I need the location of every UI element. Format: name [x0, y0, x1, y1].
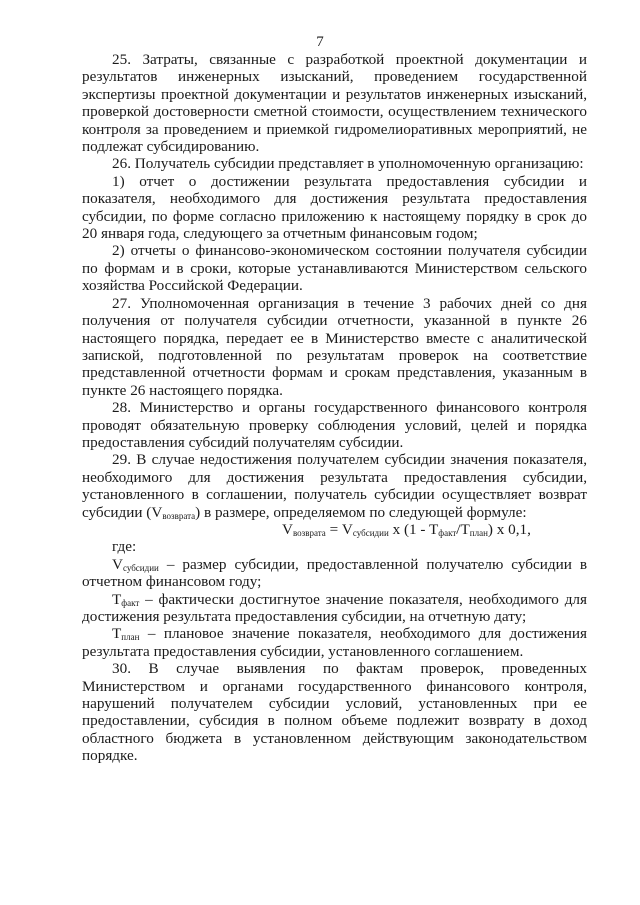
formula-fact-subscript: факт	[438, 527, 457, 538]
paragraph-26-item-1: 1) отчет о достижении результата предоставления субсидии и показателя, необходимого для достижения результата предоставления субсидии, по форме согласно приложению к настоящему порядку в срок до 20 января года, следующего за отчетным финансовым годом;	[82, 172, 587, 243]
formula-tail: ) x 0,1,	[487, 520, 531, 538]
definition-2-symbol: T	[112, 590, 122, 608]
page-number: 7	[316, 34, 324, 50]
paragraph-25: 25. Затраты, связанные с разработкой проектной документации и результатов инженерных изысканий, проведением государственной экспертизы проектной документации и результатов инженерных изысканий, проверкой достоверности сметной стоимости, осуществлением технического контроля за проведением и приемкой гидромелиоративных мероприятий, не подлежат субсидированию.	[82, 51, 587, 156]
formula-slash: /T	[456, 520, 470, 538]
definition-3-text: – плановое значение показателя, необходимого для достижения результата предоставления субсидии, установленного соглашением.	[82, 625, 587, 660]
paragraph-26-item-2: 2) отчеты о финансово-экономическом состоянии получателя субсидии по формам и в сроки, которые устанавливаются Министерством сельского хозяйства Российской Федерации.	[82, 242, 587, 295]
definition-v-subsidy	[82, 556, 587, 591]
definition-2-subscript: факт	[121, 597, 140, 608]
definition-3-subscript: план	[121, 632, 140, 643]
paragraph-29-text-a: 29. В случае недостижения получателем субсидии значения показателя, необходимого для достижения результата предоставления субсидии, установленного в соглашении, получатель субсидии осуществляет возврат субсидии (V	[82, 451, 587, 521]
definition-1-subscript: субсидии	[122, 562, 159, 573]
where-label: где:	[112, 538, 137, 556]
paragraph-29	[82, 451, 587, 521]
definition-t-fact	[82, 591, 587, 626]
paragraph-26: 26. Получатель субсидии представляет в уполномоченную организацию:	[112, 155, 584, 173]
document-body	[82, 51, 587, 765]
paragraph-27: 27. Уполномоченная организация в течение 3 рабочих дней со дня получения от получателя субсидии отчетности, указанной в пункте 26 настоящего порядка, передает ее в Министерство вместе с аналитической запиской, подготовленной по результатам проверок на соответствие представленной отчетности формам и срокам представления, указанным в пункте 26 настоящего порядка.	[82, 294, 587, 399]
paragraph-29-subscript: возврата	[162, 510, 196, 521]
definition-1-text: – размер субсидии, предоставленной получателю субсидии в отчетном финансовом году;	[82, 555, 587, 591]
formula-eq: = V	[325, 520, 353, 538]
definition-1-symbol: V	[112, 555, 123, 573]
paragraph-29-text-b: ) в размере, определяемом по следующей формуле:	[195, 503, 527, 521]
formula-subsidy-subscript: субсидии	[352, 527, 389, 538]
formula-mid: x (1 - T	[388, 520, 439, 538]
formula-plan-subscript: план	[469, 527, 488, 538]
paragraph-30: 30. В случае выявления по фактам проверок, проведенных Министерством и органами государственного финансового контроля, нарушений получателем субсидии условий, установленных при ее предоставлении, субсидия в полном объеме подлежит возврату в доход областного бюджета в установленном действующим законодательством порядке.	[82, 660, 587, 765]
definition-3-symbol: T	[112, 625, 122, 643]
paragraph-28: 28. Министерство и органы государственного финансового контроля проводят обязательную проверку соблюдения условий, целей и порядка предоставления субсидий получателям субсидии.	[82, 399, 587, 451]
definition-2-text: – фактически достигнутое значение показателя, необходимого для достижения результата предоставления субсидии, на отчетную дату;	[82, 590, 587, 625]
formula-v: V	[282, 520, 293, 538]
return-formula	[82, 521, 587, 538]
definition-t-plan	[82, 625, 587, 660]
formula-v-subscript: возврата	[292, 527, 326, 538]
